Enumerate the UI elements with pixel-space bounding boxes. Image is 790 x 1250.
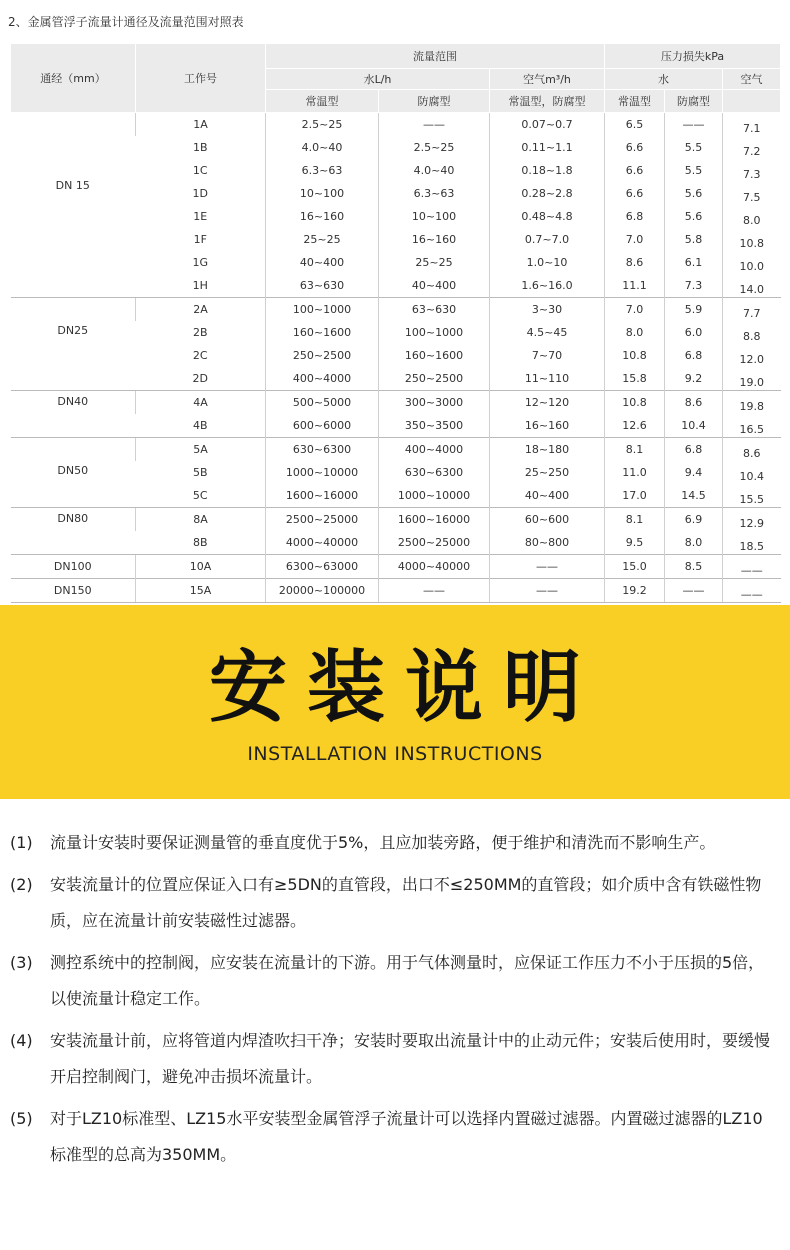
installation-banner [0, 605, 790, 799]
table-body [11, 113, 781, 603]
loss-air-cell: 12.0 [723, 344, 781, 367]
air-flow-cell: 4.5~45 [490, 321, 605, 344]
instruction-number: (3) [10, 953, 33, 972]
loss-anti-cell: 5.6 [665, 205, 723, 228]
loss-normal-cell: 8.6 [605, 251, 665, 274]
loss-anti-cell: 9.4 [665, 461, 723, 484]
water-normal-cell: 100~1000 [266, 298, 379, 322]
diameter-cell: DN150 [11, 579, 136, 603]
loss-normal-cell: 15.8 [605, 367, 665, 391]
water-normal-cell: 500~5000 [266, 391, 379, 415]
loss-air-cell: 16.5 [723, 414, 781, 438]
instruction-item [10, 945, 770, 1017]
water-normal-cell: 16~160 [266, 205, 379, 228]
header-air-loss: 空气 [723, 69, 781, 90]
work-number-cell: 4B [192, 419, 208, 432]
instruction-text: 安装流量计前，应将管道内焊渣吹扫干净；安装时要取出流量计中的止动元件；安装后使用时，要缓慢开启控制阀门，避免冲击损坏流量计。 [50, 1031, 771, 1086]
instruction-number: (5) [10, 1109, 33, 1128]
loss-normal-cell: 11.0 [605, 461, 665, 484]
work-number-cell: 5C [192, 489, 208, 502]
loss-anti-cell: 8.0 [665, 531, 723, 555]
loss-air-cell: —— [723, 579, 781, 603]
water-anti-cell: 1000~10000 [379, 484, 490, 508]
flow-range-table [10, 43, 781, 603]
work-number-cell: 1G [192, 256, 209, 269]
loss-air-cell: 18.5 [723, 531, 781, 555]
water-normal-cell: 25~25 [266, 228, 379, 251]
air-flow-cell: 0.18~1.8 [490, 159, 605, 182]
air-flow-cell: 7~70 [490, 344, 605, 367]
water-anti-cell: 250~2500 [379, 367, 490, 391]
loss-normal-cell: 10.8 [605, 391, 665, 415]
loss-air-cell: 8.0 [723, 205, 781, 228]
header-water-flow: 水L/h [266, 69, 490, 90]
air-flow-cell: 3~30 [490, 298, 605, 322]
loss-anti-cell: 8.6 [665, 391, 723, 415]
loss-anti-cell: 5.5 [665, 136, 723, 159]
water-anti-cell: 350~3500 [379, 414, 490, 438]
loss-air-cell: 7.7 [723, 298, 781, 322]
loss-normal-cell: 8.0 [605, 321, 665, 344]
water-anti-cell: 1600~16000 [379, 508, 490, 532]
water-normal-cell: 160~1600 [266, 321, 379, 344]
table-row [11, 579, 781, 603]
work-number-cell: 2D [192, 372, 208, 385]
table-row [11, 555, 781, 579]
water-normal-cell: 630~6300 [266, 438, 379, 462]
loss-air-cell: 15.5 [723, 484, 781, 508]
instruction-item [10, 867, 770, 939]
air-flow-cell: 40~400 [490, 484, 605, 508]
work-number-cell: 2C [192, 349, 208, 362]
loss-air-cell: 14.0 [723, 274, 781, 298]
loss-anti-cell: 10.4 [665, 414, 723, 438]
diameter-cell: DN40 [11, 391, 136, 438]
instruction-number: (1) [10, 833, 33, 852]
instruction-item [10, 1101, 770, 1173]
loss-normal-cell: 7.0 [605, 228, 665, 251]
work-number-cell: 4A [136, 391, 266, 415]
water-anti-cell: 40~400 [379, 274, 490, 298]
water-normal-cell: 63~630 [266, 274, 379, 298]
air-flow-cell: 0.7~7.0 [490, 228, 605, 251]
air-flow-cell: 60~600 [490, 508, 605, 532]
loss-air-cell: 19.0 [723, 367, 781, 391]
work-number-cell: 1E [193, 210, 208, 223]
air-flow-cell: —— [490, 555, 605, 579]
work-number-cell: 1D [192, 187, 208, 200]
instruction-number: (4) [10, 1031, 33, 1050]
header-diameter: 通经（mm） [11, 44, 136, 113]
loss-anti-cell: 5.9 [665, 298, 723, 322]
loss-air-cell: 7.3 [723, 159, 781, 182]
air-flow-cell: 0.48~4.8 [490, 205, 605, 228]
loss-normal-cell: 10.8 [605, 344, 665, 367]
header-water-normal: 常温型 [266, 90, 379, 113]
water-anti-cell: —— [379, 113, 490, 137]
diameter-cell: DN25 [11, 298, 136, 391]
water-normal-cell: 250~2500 [266, 344, 379, 367]
loss-anti-cell: —— [665, 579, 723, 603]
work-number-cell: 5B [192, 466, 208, 479]
loss-normal-cell: 6.5 [605, 113, 665, 137]
loss-normal-cell: 17.0 [605, 484, 665, 508]
header-loss-normal: 常温型 [605, 90, 665, 113]
work-number-cell: 2B [192, 326, 208, 339]
water-anti-cell: 63~630 [379, 298, 490, 322]
loss-air-cell: 7.5 [723, 182, 781, 205]
loss-air-cell: 7.1 [723, 113, 781, 137]
loss-air-cell: 10.0 [723, 251, 781, 274]
air-flow-cell: 0.07~0.7 [490, 113, 605, 137]
air-flow-cell: 18~180 [490, 438, 605, 462]
water-anti-cell: 2.5~25 [379, 136, 490, 159]
water-anti-cell: 400~4000 [379, 438, 490, 462]
table-row [11, 391, 781, 415]
instruction-text: 对于LZ10标准型、LZ15水平安装型金属管浮子流量计可以选择内置磁过滤器。内置磁过滤器的LZ10标准型的总高为350MM。 [50, 1109, 763, 1164]
loss-normal-cell: 8.1 [605, 508, 665, 532]
table-row [11, 113, 781, 137]
water-normal-cell: 600~6000 [266, 414, 379, 438]
air-flow-cell: —— [490, 579, 605, 603]
diameter-cell: DN100 [11, 555, 136, 579]
diameter-cell: DN80 [11, 508, 136, 555]
water-normal-cell: 10~100 [266, 182, 379, 205]
instruction-text: 流量计安装时要保证测量管的垂直度优于5%，且应加装旁路，便于维护和清洗而不影响生产。 [50, 833, 716, 852]
work-number-cell: 10A [136, 555, 266, 579]
loss-normal-cell: 9.5 [605, 531, 665, 555]
loss-air-cell: 10.8 [723, 228, 781, 251]
work-number-cell: 1F [193, 233, 207, 246]
water-normal-cell: 20000~100000 [266, 579, 379, 603]
water-normal-cell: 1600~16000 [266, 484, 379, 508]
loss-normal-cell: 8.1 [605, 438, 665, 462]
air-flow-cell: 11~110 [490, 367, 605, 391]
loss-normal-cell: 6.6 [605, 182, 665, 205]
loss-normal-cell: 11.1 [605, 274, 665, 298]
loss-anti-cell: 9.2 [665, 367, 723, 391]
water-anti-cell: 4000~40000 [379, 555, 490, 579]
water-anti-cell: 4.0~40 [379, 159, 490, 182]
air-flow-cell: 80~800 [490, 531, 605, 555]
water-normal-cell: 1000~10000 [266, 461, 379, 484]
water-anti-cell: 100~1000 [379, 321, 490, 344]
loss-air-cell: 10.4 [723, 461, 781, 484]
instruction-text: 安装流量计的位置应保证入口有≥5DN的直管段，出口不≤250MM的直管段；如介质中含有铁磁性物质，应在流量计前安装磁性过滤器。 [50, 875, 762, 930]
table-caption: 2、金属管浮子流量计通径及流量范围对照表 [8, 15, 244, 29]
air-flow-cell: 0.28~2.8 [490, 182, 605, 205]
loss-anti-cell: 6.1 [665, 251, 723, 274]
water-anti-cell: 10~100 [379, 205, 490, 228]
air-flow-cell: 16~160 [490, 414, 605, 438]
water-anti-cell: —— [379, 579, 490, 603]
work-number-cell: 5A [136, 438, 266, 462]
instruction-list [10, 825, 770, 1179]
header-water-loss: 水 [605, 69, 723, 90]
work-number-cell: 8B [192, 536, 208, 549]
work-number-cell: 1A [136, 113, 266, 137]
instruction-text: 测控系统中的控制阀，应安装在流量计的下游。用于气体测量时，应保证工作压力不小于压损的5倍，以使流量计稳定工作。 [50, 953, 765, 1008]
loss-anti-cell: 6.8 [665, 344, 723, 367]
water-anti-cell: 2500~25000 [379, 531, 490, 555]
header-work-number: 工作号 [136, 44, 266, 113]
header-pressure-loss: 压力损失kPa [605, 44, 781, 69]
air-flow-cell: 1.0~10 [490, 251, 605, 274]
work-number-cell: 15A [136, 579, 266, 603]
loss-normal-cell: 6.6 [605, 159, 665, 182]
loss-air-cell: 8.8 [723, 321, 781, 344]
header-air-flow: 空气m³/h [490, 69, 605, 90]
loss-air-cell: 19.8 [723, 391, 781, 415]
loss-anti-cell: 7.3 [665, 274, 723, 298]
loss-anti-cell: 6.0 [665, 321, 723, 344]
air-flow-cell: 25~250 [490, 461, 605, 484]
header-air-blank [723, 90, 781, 113]
water-anti-cell: 16~160 [379, 228, 490, 251]
instruction-number: (2) [10, 875, 33, 894]
air-flow-cell: 12~120 [490, 391, 605, 415]
table-row [11, 438, 781, 462]
header-air-normal-anti: 常温型，防腐型 [490, 90, 605, 113]
loss-normal-cell: 19.2 [605, 579, 665, 603]
water-anti-cell: 6.3~63 [379, 182, 490, 205]
water-normal-cell: 2.5~25 [266, 113, 379, 137]
loss-anti-cell: 5.6 [665, 182, 723, 205]
diameter-cell: DN50 [11, 438, 136, 508]
water-normal-cell: 40~400 [266, 251, 379, 274]
header-water-anti: 防腐型 [379, 90, 490, 113]
table-row [11, 508, 781, 532]
instruction-item [10, 1023, 770, 1095]
loss-air-cell: 8.6 [723, 438, 781, 462]
loss-normal-cell: 15.0 [605, 555, 665, 579]
loss-air-cell: —— [723, 555, 781, 579]
instruction-item [10, 825, 770, 861]
water-anti-cell: 25~25 [379, 251, 490, 274]
loss-normal-cell: 7.0 [605, 298, 665, 322]
loss-anti-cell: 6.9 [665, 508, 723, 532]
work-number-cell: 8A [136, 508, 266, 532]
water-normal-cell: 6.3~63 [266, 159, 379, 182]
loss-anti-cell: 8.5 [665, 555, 723, 579]
work-number-cell: 1H [192, 279, 208, 292]
loss-anti-cell: 5.5 [665, 159, 723, 182]
loss-normal-cell: 6.6 [605, 136, 665, 159]
air-flow-cell: 1.6~16.0 [490, 274, 605, 298]
water-normal-cell: 6300~63000 [266, 555, 379, 579]
air-flow-cell: 0.11~1.1 [490, 136, 605, 159]
water-normal-cell: 400~4000 [266, 367, 379, 391]
header-loss-anti: 防腐型 [665, 90, 723, 113]
water-normal-cell: 4.0~40 [266, 136, 379, 159]
water-normal-cell: 4000~40000 [266, 531, 379, 555]
work-number-cell: 1B [192, 141, 208, 154]
loss-normal-cell: 6.8 [605, 205, 665, 228]
water-normal-cell: 2500~25000 [266, 508, 379, 532]
water-anti-cell: 300~3000 [379, 391, 490, 415]
table-row [11, 298, 781, 322]
loss-air-cell: 12.9 [723, 508, 781, 532]
loss-anti-cell: 6.8 [665, 438, 723, 462]
work-number-cell: 1C [192, 164, 208, 177]
loss-air-cell: 7.2 [723, 136, 781, 159]
loss-anti-cell: 14.5 [665, 484, 723, 508]
work-number-cell: 2A [136, 298, 266, 322]
loss-anti-cell: —— [665, 113, 723, 137]
diameter-cell: DN 15 [11, 113, 136, 298]
water-anti-cell: 160~1600 [379, 344, 490, 367]
water-anti-cell: 630~6300 [379, 461, 490, 484]
banner-title-cn: 安装说明 [208, 643, 601, 733]
header-flow-range: 流量范围 [266, 44, 605, 69]
loss-anti-cell: 5.8 [665, 228, 723, 251]
banner-title-en: INSTALLATION INSTRUCTIONS [247, 743, 543, 765]
loss-normal-cell: 12.6 [605, 414, 665, 438]
